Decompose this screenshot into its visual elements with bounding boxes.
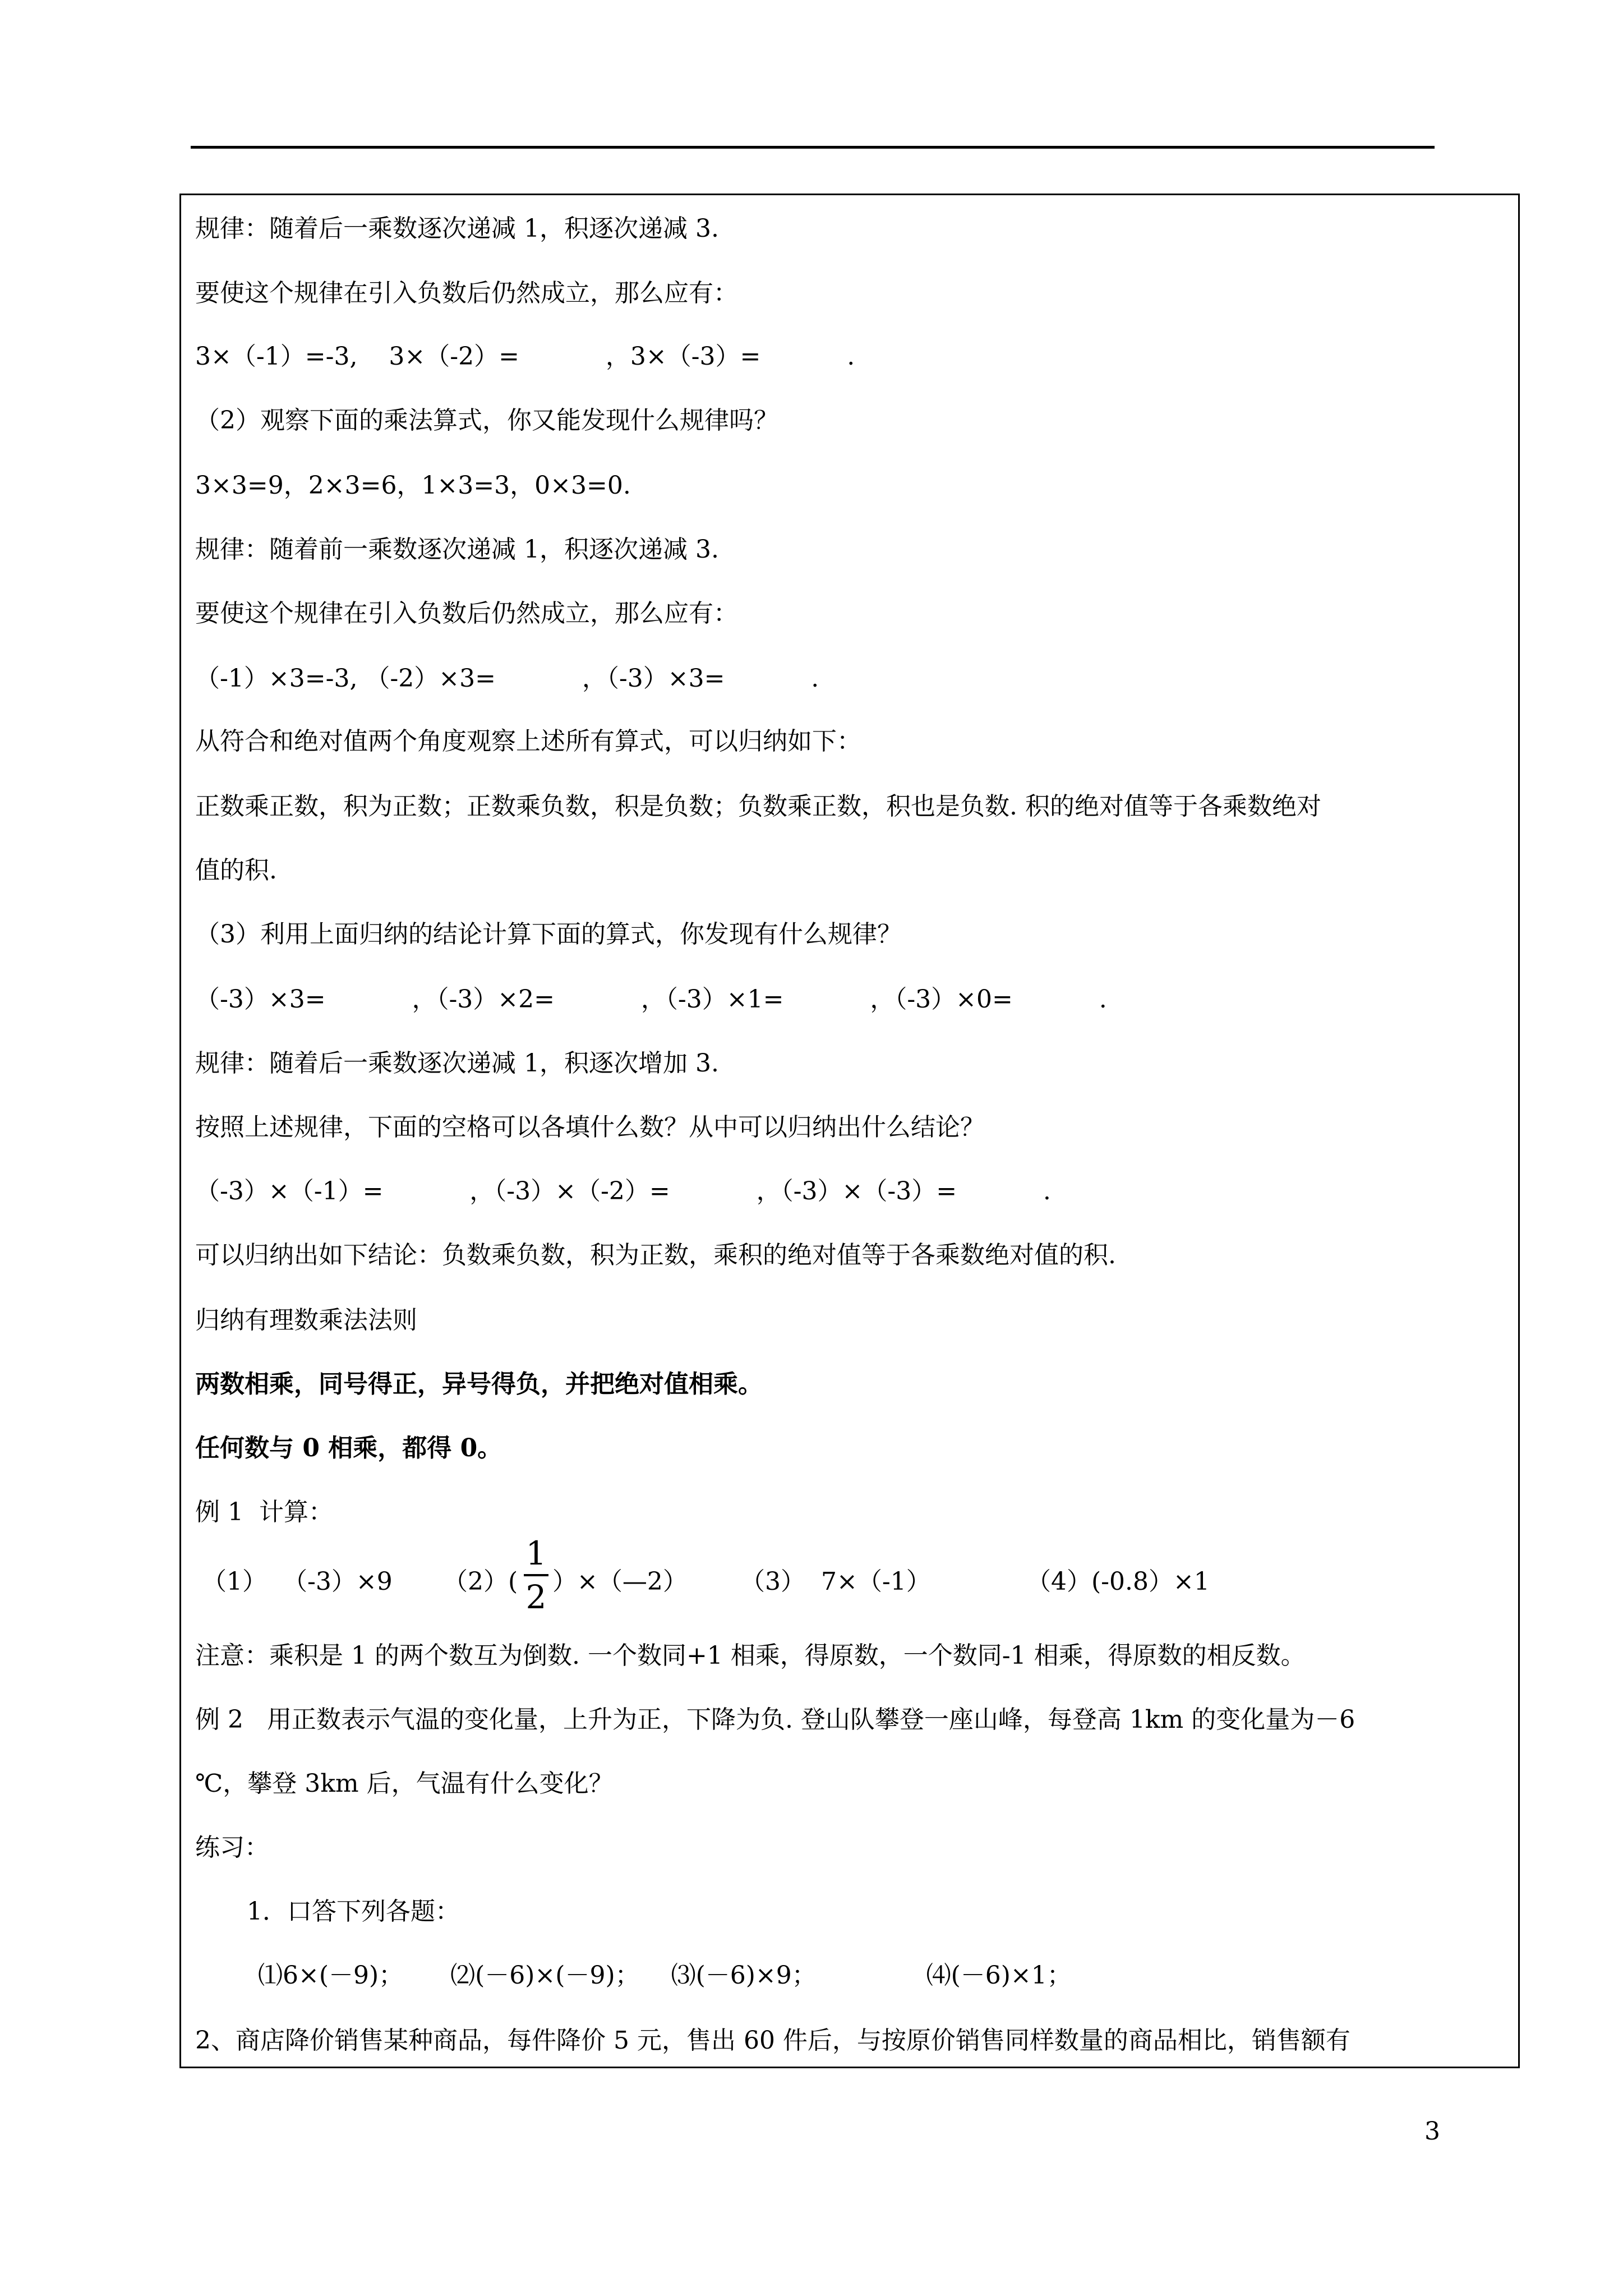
rule-statement: 任何数与 0 相乘，都得 0。 xyxy=(195,1434,502,1462)
text-line: 练习： xyxy=(195,1833,269,1862)
page-number: 3 xyxy=(1424,2117,1440,2146)
example-heading: 例 1 计算： xyxy=(195,1498,333,1526)
text-line: 可以归纳出如下结论：负数乘负数，积为正数，乘积的绝对值等于各乘数绝对值的积. xyxy=(195,1241,1116,1269)
example1-part2-suffix: ）×（—2） xyxy=(552,1567,688,1596)
text-line: 例 2 用正数表示气温的变化量，上升为正，下降为负. 登山队攀登一座山峰，每登高 1km 的变化量为－6 xyxy=(195,1705,1355,1734)
text-line: ℃，攀登 3km 后，气温有什么变化？ xyxy=(195,1769,614,1798)
example1-part1: （1） （-3）×9 xyxy=(202,1567,393,1596)
text-line: 注意：乘积是 1 的两个数互为倒数. 一个数同+1 相乘，得原数，一个数同-1 相乘，得原数的相反数。 xyxy=(195,1641,1306,1670)
text-line: （-3）×（-1）= ，（-3）×（-2）= ，（-3）×（-3）= . xyxy=(195,1177,1051,1205)
fraction-denominator: 2 xyxy=(525,1578,547,1616)
text-line: 3×3=9，2×3=6，1×3=3，0×3=0. xyxy=(195,471,631,500)
text-line: 3×（-1）=-3, 3×（-2）= ，3×（-3）= . xyxy=(195,342,855,371)
text-line: （2）观察下面的乘法算式，你又能发现什么规律吗？ xyxy=(195,406,778,435)
exercise-item: ⑴6×(－9)； ⑵(－6)×(－9)； ⑶(－6)×9； ⑷(－6)×1； xyxy=(258,1961,1072,1990)
text-line: 归纳有理数乘法法则 xyxy=(195,1306,417,1335)
example1-part2-prefix: （2）( xyxy=(443,1567,518,1596)
text-line: 规律：随着前一乘数逐次递减 1，积逐次递减 3. xyxy=(195,535,719,564)
fraction-bar xyxy=(524,1574,548,1576)
text-line: 值的积. xyxy=(195,856,277,885)
rule-statement: 两数相乘，同号得正，异号得负，并把绝对值相乘。 xyxy=(195,1370,763,1398)
text-line: （-3）×3= ，（-3）×2= ，（-3）×1= ，（-3）×0= . xyxy=(195,985,1107,1014)
text-line: （-1）×3=-3, （-2）×3= ，（-3）×3= . xyxy=(195,664,819,693)
text-line: 规律：随着后一乘数逐次递减 1，积逐次增加 3. xyxy=(195,1049,719,1078)
text-line: 规律：随着后一乘数逐次递减 1，积逐次递减 3. xyxy=(195,214,719,243)
text-line: 要使这个规律在引入负数后仍然成立，那么应有： xyxy=(195,599,738,628)
example1-part4: （4）(-0.8）×1 xyxy=(1026,1567,1210,1596)
fraction-numerator: 1 xyxy=(525,1534,547,1572)
text-line: 要使这个规律在引入负数后仍然成立，那么应有： xyxy=(195,279,738,307)
text-line: 从符合和绝对值两个角度观察上述所有算式，可以归纳如下： xyxy=(195,727,861,756)
text-line: 按照上述规律，下面的空格可以各填什么数？从中可以归纳出什么结论？ xyxy=(195,1113,985,1142)
text-line: （3）利用上面归纳的结论计算下面的算式，你发现有什么规律？ xyxy=(195,920,902,949)
text-line: 正数乘正数，积为正数；正数乘负数，积是负数；负数乘正数，积也是负数. 积的绝对值等于各乘数绝对 xyxy=(195,792,1321,821)
exercise-item: 2、商店降价销售某种商品，每件降价 5 元，售出 60 件后，与按原价销售同样数量的商品相比，销售额有 xyxy=(195,2026,1350,2055)
exercise-item: 1．口答下列各题： xyxy=(247,1897,460,1926)
example1-part3: （3） 7×（-1） xyxy=(740,1567,931,1596)
header-rule xyxy=(191,146,1435,149)
